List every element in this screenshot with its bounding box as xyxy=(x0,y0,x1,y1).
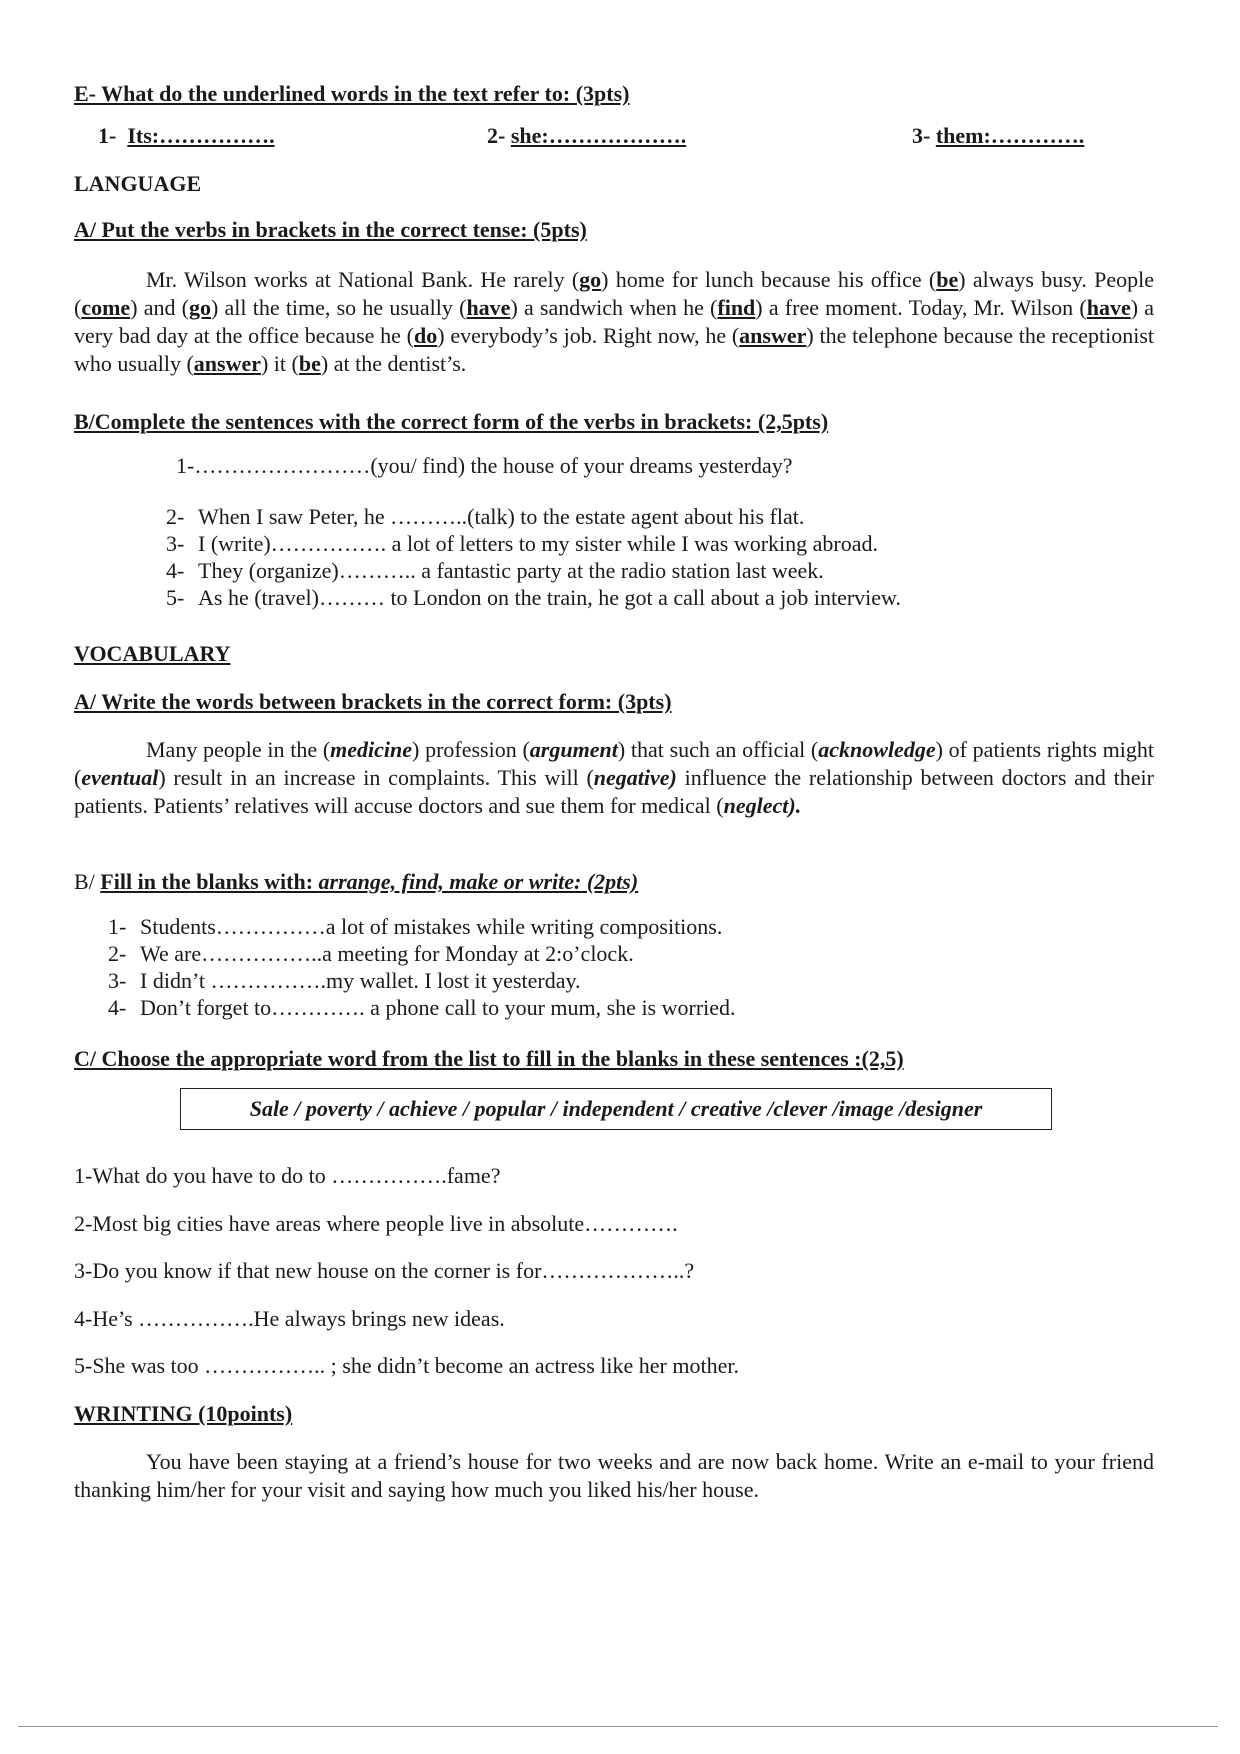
item-number: 2- xyxy=(108,941,127,966)
verb-in-brackets: do xyxy=(414,323,438,348)
language-heading: LANGUAGE xyxy=(74,171,202,196)
item-number: 1- xyxy=(108,914,127,939)
paragraph-text-segment: ) that such an official ( xyxy=(617,737,819,762)
choose-sentence-5: 5-She was too …………….. ; she didn’t become an actress like her mother. xyxy=(74,1353,739,1378)
writing-heading: WRINTING (10points) xyxy=(74,1401,293,1426)
paragraph-text-segment: Mr. Wilson works at National Bank. He rarely ( xyxy=(146,267,580,292)
reference-word: them:…………. xyxy=(935,123,1085,148)
reference-item-3 xyxy=(912,122,1084,150)
word-in-brackets: argument xyxy=(529,737,618,762)
item-number: 2- xyxy=(166,504,185,529)
choose-sentence-4: 4-He’s …………….He always brings new ideas. xyxy=(74,1306,505,1331)
word-in-brackets: acknowledge xyxy=(818,737,936,762)
tense-exercise-paragraph xyxy=(74,266,1154,378)
title-mid: in the blanks with: xyxy=(132,869,319,894)
reference-word: Its:……………. xyxy=(127,123,275,148)
vocabulary-b-title xyxy=(74,868,638,896)
verb-in-brackets: be xyxy=(936,267,959,292)
verb-in-brackets: be xyxy=(298,351,321,376)
section-prefix: B/ xyxy=(74,869,101,894)
item-number: 4- xyxy=(108,995,127,1020)
vocabulary-c-title: C/ Choose the appropriate word from the list to fill in the blanks in these sentences :(2,5) xyxy=(74,1046,904,1071)
section-e-title: E- What do the underlined words in the text refer to: (3pts) xyxy=(74,81,630,106)
vocabulary-heading: VOCABULARY xyxy=(74,641,231,666)
paragraph-text-segment: ) result in an increase in complaints. This will ( xyxy=(158,765,594,790)
word-in-brackets: eventual xyxy=(81,765,159,790)
paragraph-text-segment: ) home for lunch because his office ( xyxy=(601,267,937,292)
item-text: Don’t forget to…………. a phone call to your mum, she is worried. xyxy=(140,995,736,1020)
list-item xyxy=(108,967,736,994)
reference-number: 2- xyxy=(487,123,506,148)
item-number: 5- xyxy=(166,585,185,610)
writing-prompt-text: You have been staying at a friend’s house for two weeks and are now back home. Write an e-mail to your friend thanking him/her for your visit and saying how much you liked his/her house. xyxy=(74,1449,1154,1502)
item-text: I didn’t …………….my wallet. I lost it yesterday. xyxy=(140,968,581,993)
item-text: When I saw Peter, he ………..(talk) to the estate agent about his flat. xyxy=(198,504,805,529)
paragraph-text-segment: ) everybody’s job. Right now, he ( xyxy=(437,323,740,348)
title-words: arrange, find, make or write: (2pts) xyxy=(318,869,639,894)
item-number: 4- xyxy=(166,558,185,583)
verb-in-brackets: go xyxy=(579,267,602,292)
choose-sentence-3: 3-Do you know if that new house on the corner is for………………..? xyxy=(74,1258,695,1283)
language-b-title: B/Complete the sentences with the correct form of the verbs in brackets: (2,5pts) xyxy=(74,409,829,434)
reference-number: 3- xyxy=(912,123,931,148)
paragraph-text-segment: ) always busy. People ( xyxy=(74,267,1154,320)
paragraph-text-segment: ) profession ( xyxy=(412,737,530,762)
reference-number: 1- xyxy=(98,123,117,148)
page-footer-line xyxy=(18,1726,1218,1727)
item-number: 3- xyxy=(166,531,185,556)
paragraph-text-segment: ) a sandwich when he ( xyxy=(510,295,718,320)
word-form-paragraph-text xyxy=(74,736,1154,820)
title-fill: Fill xyxy=(100,869,133,894)
list-item xyxy=(166,584,901,611)
complete-sentences-list xyxy=(166,503,901,611)
word-in-brackets: neglect). xyxy=(723,793,802,818)
item-text: We are……………..a meeting for Monday at 2:o’clock. xyxy=(140,941,634,966)
verb-in-brackets: answer xyxy=(193,351,261,376)
verb-in-brackets: go xyxy=(189,295,212,320)
reference-item-1 xyxy=(98,122,275,150)
paragraph-text-segment: influence the relationship between doctors and their patients. Patients’ relatives will accuse doctors and sue them for medical ( xyxy=(74,765,1154,818)
reference-word: she:………………. xyxy=(510,123,687,148)
list-item xyxy=(166,503,901,530)
paragraph-text-segment: ) a very bad day at the office because he ( xyxy=(74,295,1154,348)
choose-sentence-2: 2-Most big cities have areas where people live in absolute…………. xyxy=(74,1211,678,1236)
verb-in-brackets: find xyxy=(717,295,756,320)
fill-blanks-list xyxy=(108,913,736,1021)
item-text: They (organize)……….. a fantastic party at the radio station last week. xyxy=(198,558,824,583)
word-in-brackets: medicine xyxy=(330,737,413,762)
item-text: As he (travel)……… to London on the train, he got a call about a job interview. xyxy=(198,585,901,610)
word-form-paragraph xyxy=(74,736,1154,820)
item-number: 3- xyxy=(108,968,127,993)
list-item xyxy=(166,557,901,584)
paragraph-text-segment: ) the telephone because the receptionist who usually ( xyxy=(74,323,1154,376)
choose-sentence-1: 1-What do you have to do to …………….fame? xyxy=(74,1163,501,1188)
list-item xyxy=(108,940,736,967)
paragraph-text-segment: ) it ( xyxy=(260,351,299,376)
verb-in-brackets: have xyxy=(466,295,511,320)
list-item xyxy=(108,994,736,1021)
verb-in-brackets: come xyxy=(81,295,131,320)
paragraph-text-segment: ) a free moment. Today, Mr. Wilson ( xyxy=(755,295,1087,320)
verb-in-brackets: have xyxy=(1086,295,1131,320)
verb-in-brackets: answer xyxy=(739,323,807,348)
word-list-box: Sale / poverty / achieve / popular / independent / creative /clever /image /designer xyxy=(180,1088,1052,1130)
reference-item-2 xyxy=(487,122,686,150)
list-item xyxy=(108,913,736,940)
paragraph-text-segment: ) all the time, so he usually ( xyxy=(211,295,467,320)
language-a-title: A/ Put the verbs in brackets in the correct tense: (5pts) xyxy=(74,217,587,242)
word-in-brackets: negative) xyxy=(593,765,677,790)
writing-prompt xyxy=(74,1448,1154,1504)
paragraph-text-segment: ) of patients rights might ( xyxy=(74,737,1154,790)
paragraph-text-segment: Many people in the ( xyxy=(146,737,331,762)
paragraph-text-segment: ) at the dentist’s. xyxy=(320,351,467,376)
complete-sentence-1: 1-……………………(you/ find) the house of your dreams yesterday? xyxy=(176,453,793,478)
tense-paragraph-text xyxy=(74,266,1154,378)
list-item xyxy=(166,530,901,557)
vocabulary-a-title: A/ Write the words between brackets in the correct form: (3pts) xyxy=(74,689,672,714)
item-text: I (write)……………. a lot of letters to my sister while I was working abroad. xyxy=(198,531,879,556)
paragraph-text-segment: ) and ( xyxy=(130,295,190,320)
item-text: Students……………a lot of mistakes while writing compositions. xyxy=(140,914,723,939)
